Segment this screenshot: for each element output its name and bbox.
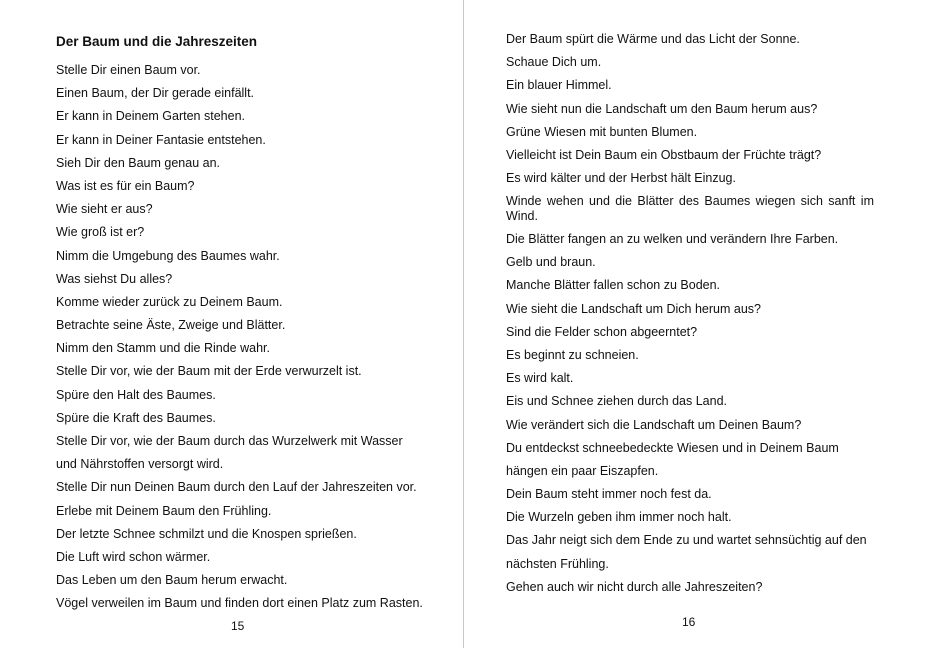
text-line: Nimm den Stamm und die Rinde wahr. [56, 341, 270, 356]
page-right [464, 0, 927, 648]
text-line: Was ist es für ein Baum? [56, 178, 195, 193]
text-line: Vögel verweilen im Baum und finden dort einen Platz zum Rasten. [56, 596, 423, 611]
text-line: Der letzte Schnee schmilzt und die Knospen sprießen. [56, 526, 357, 541]
text-line: Ein blauer Himmel. [506, 78, 612, 93]
text-line: Wie sieht nun die Landschaft um den Baum herum aus? [506, 101, 818, 116]
text-line: Dein Baum steht immer noch fest da. [506, 487, 712, 502]
text-line: Wie sieht er aus? [56, 202, 153, 217]
text-line: Stelle Dir einen Baum vor. [56, 63, 201, 77]
text-line: hängen ein paar Eiszapfen. [506, 463, 659, 478]
page-number-right: 16 [682, 615, 696, 629]
text-line: Spüre die Kraft des Baumes. [56, 410, 216, 425]
text-line: Manche Blätter fallen schon zu Boden. [506, 278, 721, 293]
text-line: Komme wieder zurück zu Deinem Baum. [56, 294, 283, 309]
text-lines-right [506, 32, 874, 603]
text-line: und Nährstoffen versorgt wird. [56, 457, 224, 472]
page-number-left: 15 [231, 619, 245, 633]
text-line: Es wird kälter und der Herbst hält Einzug. [506, 171, 736, 186]
text-line: Der Baum spürt die Wärme und das Licht der Sonne. [506, 32, 800, 46]
text-line: Die Luft wird schon wärmer. [56, 549, 211, 564]
text-line: Gehen auch wir nicht durch alle Jahreszeiten? [506, 579, 763, 594]
text-line: Vielleicht ist Dein Baum ein Obstbaum der Früchte trägt? [506, 147, 822, 162]
text-line: Sieh Dir den Baum genau an. [56, 155, 220, 170]
page-title: Der Baum und die Jahreszeiten [56, 34, 258, 49]
text-line: Eis und Schnee ziehen durch das Land. [506, 394, 727, 409]
text-line: Es beginnt zu schneien. [506, 347, 639, 362]
text-line: Gelb und braun. [506, 255, 596, 270]
text-line: Betrachte seine Äste, Zweige und Blätter. [56, 318, 286, 333]
text-line: Spüre den Halt des Baumes. [56, 387, 216, 402]
text-line: Grüne Wiesen mit bunten Blumen. [506, 124, 698, 139]
text-line: Er kann in Deinem Garten stehen. [56, 109, 245, 124]
text-line: Stelle Dir vor, wie der Baum durch das Wurzelwerk mit Wasser [56, 434, 403, 448]
text-line: Das Jahr neigt sich dem Ende zu und wartet sehnsüchtig auf den [506, 533, 867, 548]
text-line: Was siehst Du alles? [56, 271, 173, 286]
text-line: Die Blätter fangen an zu welken und verändern Ihre Farben. [506, 232, 839, 246]
text-line: Wie verändert sich die Landschaft um Deinen Baum? [506, 417, 802, 432]
text-line: Wie sieht die Landschaft um Dich herum aus? [506, 301, 761, 316]
text-line: Er kann in Deiner Fantasie entstehen. [56, 132, 266, 147]
text-line: Das Leben um den Baum herum erwacht. [56, 573, 288, 588]
text-line: Schaue Dich um. [506, 55, 602, 70]
text-line: Winde wehen und die Blätter des Baumes wiegen sich sanft im Wind. [506, 194, 874, 223]
text-line: Einen Baum, der Dir gerade einfällt. [56, 86, 255, 101]
text-line: Stelle Dir nun Deinen Baum durch den Lauf der Jahreszeiten vor. [56, 480, 417, 495]
text-line: Wie groß ist er? [56, 225, 145, 240]
text-line: Erlebe mit Deinem Baum den Frühling. [56, 503, 272, 518]
text-line: Es wird kalt. [506, 371, 574, 386]
text-line: Du entdeckst schneebedeckte Wiesen und in Deinem Baum [506, 440, 839, 455]
text-line: Stelle Dir vor, wie der Baum mit der Erde verwurzelt ist. [56, 364, 362, 379]
text-line: Sind die Felder schon abgeerntet? [506, 324, 698, 339]
text-lines-left [56, 63, 426, 620]
text-line: nächsten Frühling. [506, 556, 609, 571]
page-left [0, 0, 463, 648]
text-line: Nimm die Umgebung des Baumes wahr. [56, 248, 280, 263]
text-line: Die Wurzeln geben ihm immer noch halt. [506, 510, 732, 525]
